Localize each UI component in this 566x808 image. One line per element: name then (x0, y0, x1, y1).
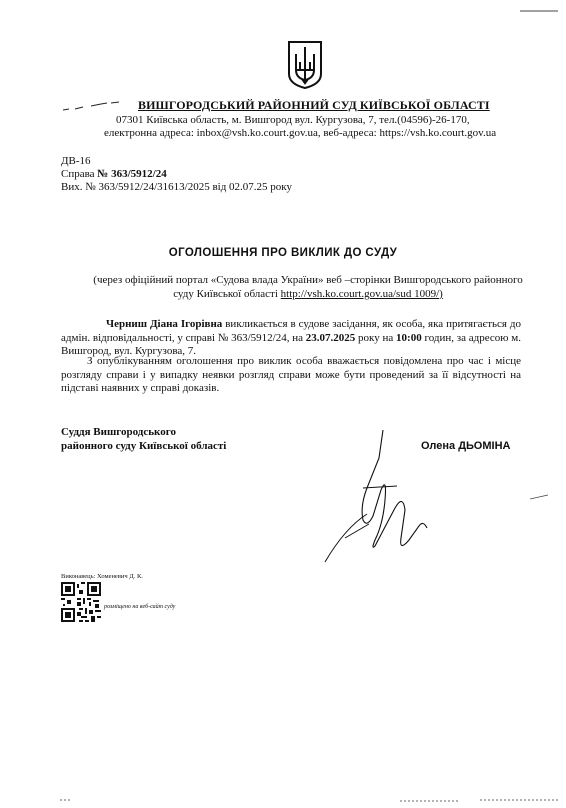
portal-link[interactable]: http://vsh.ko.court.gov.ua/sud 1009/) (280, 288, 443, 300)
court-address: 07301 Київська область, м. Вишгород вул. Кургузова, 7, тел.(04596)-26-170, (116, 114, 470, 126)
summons-text-b: року на (355, 331, 397, 344)
judge-title-line1: Суддя Вишгородського (61, 426, 176, 438)
outgoing-number: Вих. № 363/5912/24/31613/2025 від 02.07.25 року (61, 181, 292, 193)
judge-title-line2: районного суду Київської області (61, 440, 227, 452)
portal-note (88, 273, 528, 301)
case-label: Справа (61, 168, 95, 180)
court-contacts: електронна адреса: inbox@vsh.ko.court.gov.ua, веб-адреса: https://vsh.ko.court.gov.ua (104, 127, 497, 139)
coat-of-arms-emblem (287, 40, 323, 90)
notice-title: ОГОЛОШЕННЯ ПРО ВИКЛИК ДО СУДУ (168, 247, 398, 259)
court-name: ВИШГОРОДСЬКИЙ РАЙОННИЙ СУД КИЇВСЬКОЇ ОБЛАСТІ (138, 98, 490, 112)
qr-code[interactable] (61, 582, 101, 622)
header-scribble (61, 100, 121, 112)
qr-caption: розміщено на веб-сайт суду (104, 604, 176, 610)
case-number: № 363/5912/24 (97, 168, 167, 180)
hearing-time: 10:00 (396, 331, 422, 344)
scan-edge-mark (530, 488, 550, 496)
judge-name: Олена ДЬОМІНА (421, 440, 511, 452)
scan-bottom-noise (60, 790, 560, 798)
form-code: ДВ-16 (61, 155, 91, 167)
summons-text-a: викликається в судове засідання, як особа, яка притягається до адмін. відповідальності, у справі № 363/5912/24, на (61, 318, 521, 344)
executor-note: Виконавець: Хоменевич Д. К. (61, 573, 143, 580)
scan-edge-mark (520, 0, 560, 4)
judge-title (61, 425, 226, 453)
hearing-date: 23.07.2025 (305, 331, 356, 344)
portal-text: (через офіційний портал «Судова влада України» веб –сторінки Вишгородського районного суду Київської області (93, 274, 523, 300)
publication-paragraph: З опублікуванням оголошення про виклик особа вважається повідомлена про час і місце розгляду справи і у випадку неявки розгляд справи може бути проведений за її відсутності на підставі наявних у справі доказів. (61, 355, 521, 394)
case-reference (61, 168, 167, 180)
summons-text-c: годин, за адресою м. Вишгород, вул. Кургузова, 7. (61, 331, 521, 357)
summons-paragraph (61, 318, 521, 359)
person-name: Черниш Діана Ігорівна (106, 318, 223, 330)
